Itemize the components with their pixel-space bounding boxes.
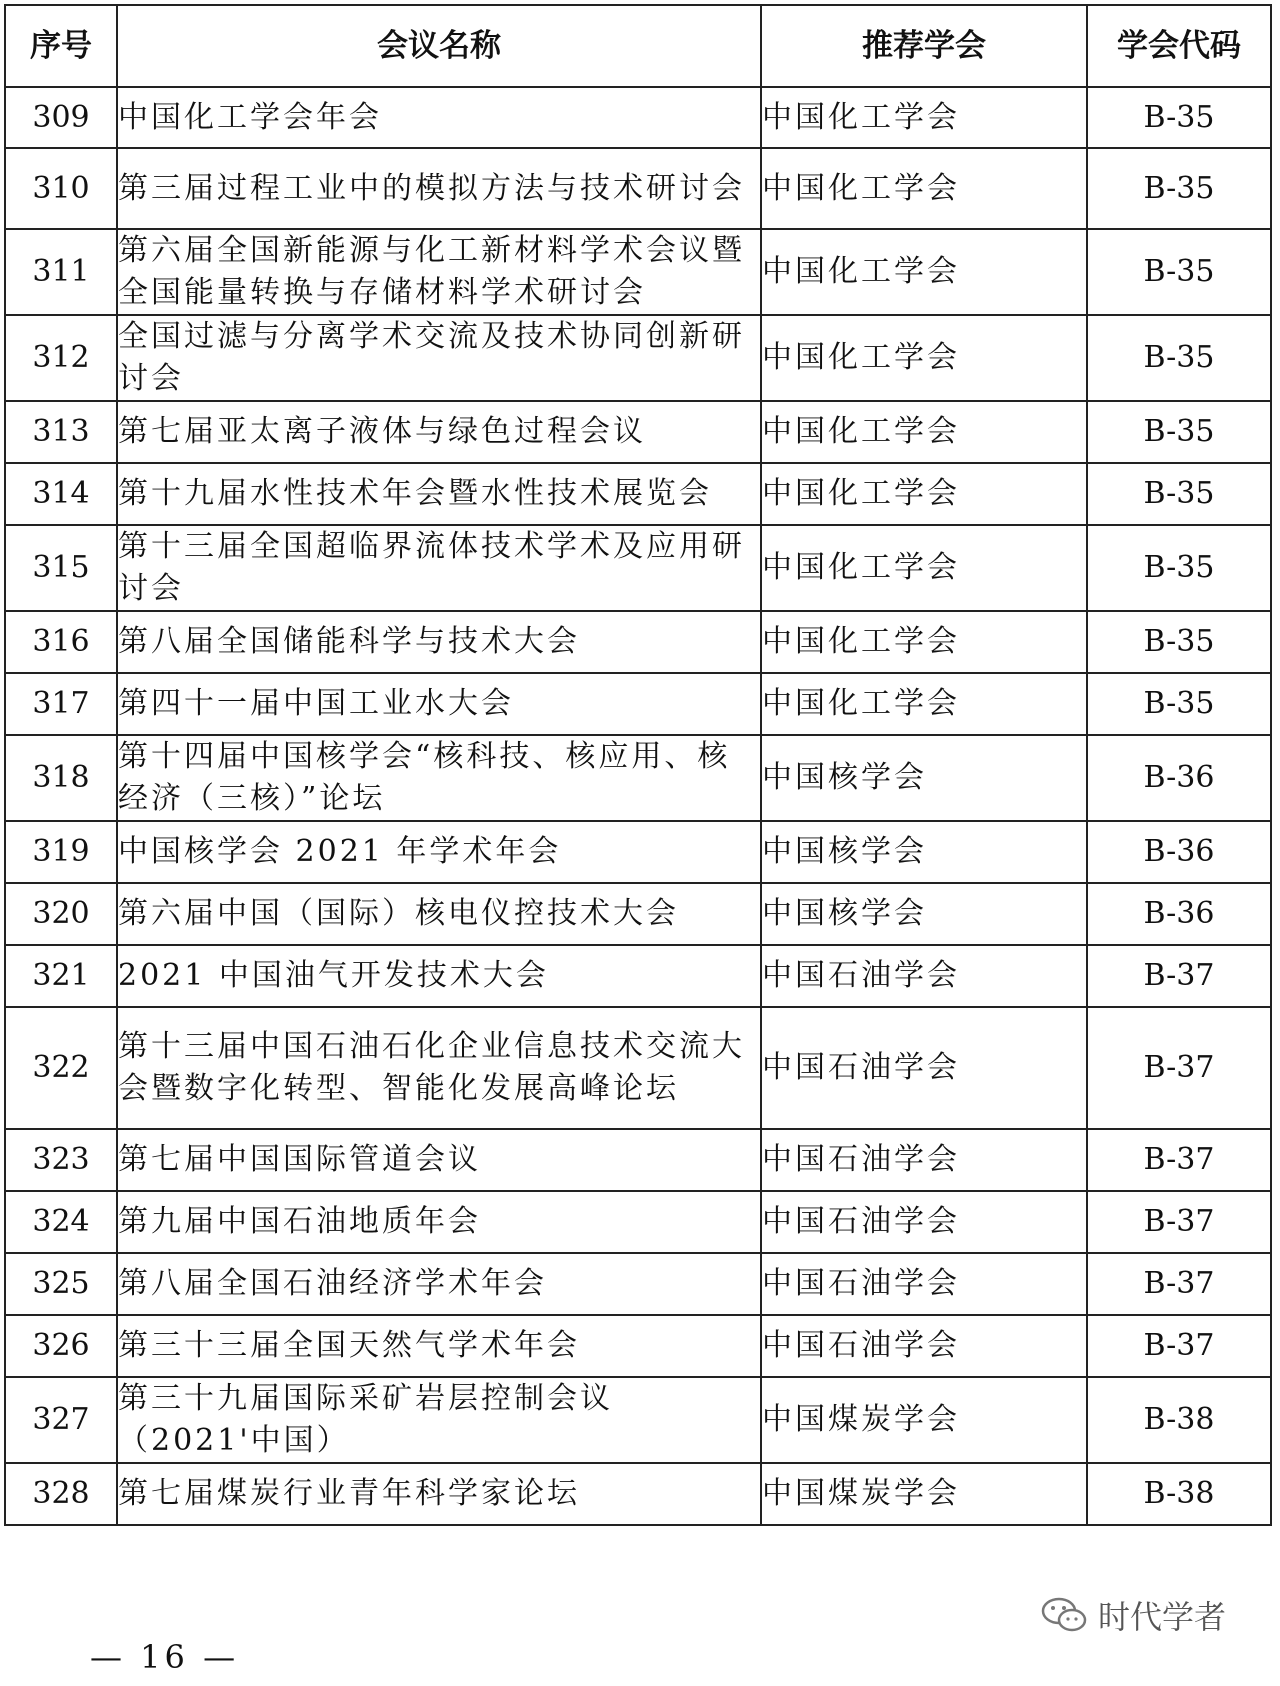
row-code: B-35 [1087,229,1271,315]
row-code: B-36 [1087,735,1271,821]
row-society: 中国化工学会 [761,611,1087,673]
row-society: 中国石油学会 [761,1253,1087,1315]
row-no: 312 [5,315,117,401]
row-society: 中国化工学会 [761,315,1087,401]
table-row [5,525,1271,611]
row-no: 322 [5,1007,117,1129]
table-row [5,945,1271,1007]
row-society: 中国石油学会 [761,945,1087,1007]
row-name: 2021 中国油气开发技术大会 [117,945,761,1007]
row-name: 第十四届中国核学会“核科技、核应用、核经济（三核）”论坛 [117,735,761,821]
watermark-text: 时代学者 [1098,1598,1227,1636]
row-no: 327 [5,1377,117,1463]
row-society: 中国核学会 [761,821,1087,883]
header-row [5,5,1271,87]
row-code: B-35 [1087,87,1271,148]
table-row [5,1315,1271,1377]
row-no: 316 [5,611,117,673]
row-no: 315 [5,525,117,611]
row-no: 314 [5,463,117,525]
row-code: B-37 [1087,1315,1271,1377]
row-name: 第九届中国石油地质年会 [117,1191,761,1253]
row-society: 中国煤炭学会 [761,1377,1087,1463]
table-row [5,1007,1271,1129]
row-name: 第七届中国国际管道会议 [117,1129,761,1191]
row-name: 第三十九届国际采矿岩层控制会议（2021'中国） [117,1377,761,1463]
row-society: 中国石油学会 [761,1129,1087,1191]
row-name: 第十九届水性技术年会暨水性技术展览会 [117,463,761,525]
table-row [5,148,1271,229]
row-no: 310 [5,148,117,229]
row-name: 第七届亚太离子液体与绿色过程会议 [117,401,761,463]
table-row [5,1377,1271,1463]
page-number: — 16 — [90,1638,240,1676]
row-society: 中国化工学会 [761,463,1087,525]
table-row [5,735,1271,821]
row-no: 324 [5,1191,117,1253]
row-code: B-38 [1087,1463,1271,1525]
row-name: 第八届全国储能科学与技术大会 [117,611,761,673]
row-no: 321 [5,945,117,1007]
row-no: 311 [5,229,117,315]
row-no: 325 [5,1253,117,1315]
table-row [5,1253,1271,1315]
row-code: B-35 [1087,611,1271,673]
row-name: 第三十三届全国天然气学术年会 [117,1315,761,1377]
table-row [5,1463,1271,1525]
row-society: 中国化工学会 [761,525,1087,611]
row-no: 319 [5,821,117,883]
row-name: 全国过滤与分离学术交流及技术协同创新研讨会 [117,315,761,401]
row-name: 中国核学会 2021 年学术年会 [117,821,761,883]
row-code: B-35 [1087,315,1271,401]
table-row [5,673,1271,735]
header-code: 学会代码 [1087,5,1271,87]
table-row [5,611,1271,673]
row-society: 中国石油学会 [761,1007,1087,1129]
row-name: 第六届中国（国际）核电仪控技术大会 [117,883,761,945]
row-code: B-36 [1087,821,1271,883]
table-row [5,883,1271,945]
table-row [5,401,1271,463]
table-row [5,1191,1271,1253]
row-no: 309 [5,87,117,148]
conference-table [4,4,1272,1526]
row-code: B-37 [1087,1191,1271,1253]
header-no: 序号 [5,5,117,87]
row-society: 中国化工学会 [761,229,1087,315]
row-no: 326 [5,1315,117,1377]
table-row [5,87,1271,148]
row-code: B-35 [1087,525,1271,611]
table-row [5,463,1271,525]
row-society: 中国核学会 [761,735,1087,821]
row-name: 第四十一届中国工业水大会 [117,673,761,735]
watermark [1040,1592,1226,1638]
row-name: 第七届煤炭行业青年科学家论坛 [117,1463,761,1525]
row-society: 中国核学会 [761,883,1087,945]
row-name: 中国化工学会年会 [117,87,761,148]
table-row [5,1129,1271,1191]
row-society: 中国化工学会 [761,148,1087,229]
row-society: 中国煤炭学会 [761,1463,1087,1525]
table-row [5,229,1271,315]
row-name: 第六届全国新能源与化工新材料学术会议暨全国能量转换与存储材料学术研讨会 [117,229,761,315]
row-code: B-37 [1087,1253,1271,1315]
row-no: 317 [5,673,117,735]
row-name: 第十三届中国石油石化企业信息技术交流大会暨数字化转型、智能化发展高峰论坛 [117,1007,761,1129]
row-no: 318 [5,735,117,821]
row-no: 320 [5,883,117,945]
row-name: 第八届全国石油经济学术年会 [117,1253,761,1315]
row-code: B-35 [1087,463,1271,525]
table-row [5,821,1271,883]
row-code: B-38 [1087,1377,1271,1463]
row-no: 323 [5,1129,117,1191]
row-code: B-35 [1087,148,1271,229]
row-code: B-37 [1087,945,1271,1007]
row-code: B-35 [1087,401,1271,463]
row-no: 313 [5,401,117,463]
row-society: 中国化工学会 [761,87,1087,148]
row-society: 中国化工学会 [761,673,1087,735]
row-name: 第十三届全国超临界流体技术学术及应用研讨会 [117,525,761,611]
row-name: 第三届过程工业中的模拟方法与技术研讨会 [117,148,761,229]
row-society: 中国石油学会 [761,1315,1087,1377]
row-code: B-37 [1087,1129,1271,1191]
row-code: B-36 [1087,883,1271,945]
row-society: 中国化工学会 [761,401,1087,463]
header-society: 推荐学会 [761,5,1087,87]
header-name: 会议名称 [117,5,761,87]
row-code: B-35 [1087,673,1271,735]
row-society: 中国石油学会 [761,1191,1087,1253]
row-code: B-37 [1087,1007,1271,1129]
row-no: 328 [5,1463,117,1525]
table-row [5,315,1271,401]
wechat-icon [1040,1595,1090,1635]
